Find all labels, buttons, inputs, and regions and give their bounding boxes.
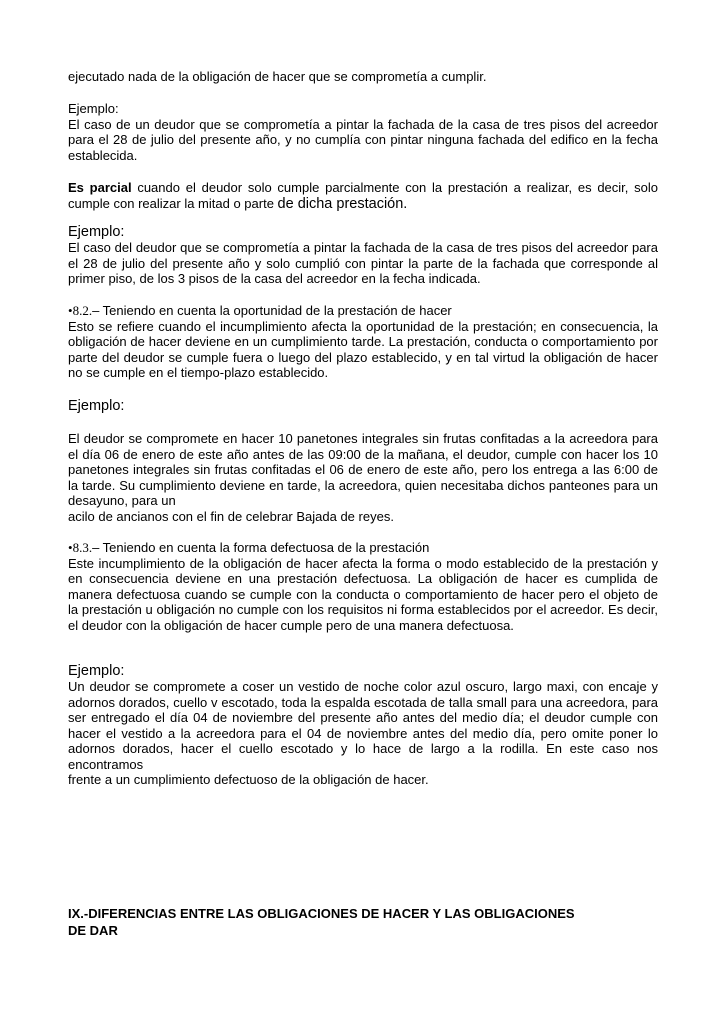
example-3: [68, 431, 658, 524]
example-3-text-end: acilo de ancianos con el fin de celebrar Bajada de reyes.: [68, 508, 394, 524]
example-3-text: El deudor se compromete en hacer 10 panetones integrales sin frutas confitadas a la acreedora para el día 06 de enero de este año antes de las 09:00 de la mañana, el deudor, cumple con hacer los 10 panetones integrales sin frutas confitadas el 06 de enero de este año, pero los entrega a las 6:00 de la tarde. Su cumplimiento deviene en tarde, la acreedora, quien necesitaba dichos panteones para un desayuno, para un: [68, 431, 658, 508]
parcial-text: cuando el deudor solo cumple parcialmente con la prestación a realizar, es decir, solo cumple con realizar la mitad o parte: [68, 180, 658, 211]
section-8-3-heading: [68, 540, 658, 556]
example-3-heading-block: [68, 398, 658, 414]
section-ix-title-line-2: DE DAR: [68, 923, 118, 938]
paragraph-continuation: [68, 69, 658, 85]
section-8-3-text: Este incumplimiento de la obligación de hacer afecta la forma o modo establecido de la prestación y en consecuencia deviene en una prestación defectuosa. La obligación de hacer es cumplida de manera defectuosa cuando se cumple con la conducta o comportamiento de hacer pero el objeto de la prestación u obligación no cumple con los requisitos ni forma establecidos por el acreedor. Es decir, el deudor con la obligación de hacer cumple pero de una manera defectuosa.: [68, 555, 658, 633]
section-8-2-title: – Teniendo en cuenta la oportunidad de la prestación de hacer: [92, 303, 452, 318]
section-8-3-number: 8.3.: [72, 540, 93, 555]
section-ix-title: [68, 905, 658, 939]
example-1-text: El caso de un deudor que se comprometía a pintar la fachada de la casa de tres pisos del acreedor para el 28 de julio del presente año, y no cumplía con pintar ninguna fachada del edifico en la fecha establecida.: [68, 116, 658, 163]
example-2-text: El caso del deudor que se comprometía a pintar la fachada de la casa de tres pisos del acreedor para el 28 de julio del presente año y solo cumplió con pintar la parte de la fachada que corresponde al primer piso, de los 3 pisos de la casa del acreedor en la fecha indicada.: [68, 240, 658, 286]
section-8-3-title: – Teniendo en cuenta la forma defectuosa de la prestación: [92, 540, 430, 555]
section-8-2-text: Esto se refiere cuando el incumplimiento afecta la oportunidad de la prestación; en consecuencia, la obligación de hacer deviene en un cumplimiento tarde. La prestación, conducta o comportamiento por parte del deudor se cumple fuera o luego del plazo establecido, y en tal virtud la obligación de hacer no se cumple en el tiempo-plazo establecido.: [68, 318, 658, 380]
example-1-heading: Ejemplo:: [68, 101, 119, 116]
section-ix-title-line-1: IX.-DIFERENCIAS ENTRE LAS OBLIGACIONES DE HACER Y LAS OBLIGACIONES: [68, 906, 575, 921]
bullet-icon: •: [68, 303, 73, 318]
section-8-2-number: 8.2.: [72, 303, 93, 318]
document-page: [68, 0, 658, 1030]
example-4: [68, 663, 658, 788]
section-8-2: [68, 303, 658, 381]
example-2: [68, 224, 658, 287]
bullet-icon: •: [68, 540, 73, 555]
parcial-tail: de dicha prestación.: [277, 195, 408, 212]
example-4-heading: Ejemplo:: [68, 663, 125, 679]
section-8-3: [68, 540, 658, 633]
example-4-text-end: frente a un cumplimiento defectuoso de la obligación de hacer.: [68, 772, 429, 787]
continuation-text: ejecutado nada de la obligación de hacer que se comprometía a cumplir.: [68, 69, 487, 84]
example-4-text: Un deudor se compromete a coser un vestido de noche color azul oscuro, largo maxi, con encaje y adornos dorados, cuello v escotado, toda la espalda escotada de talla small para una acreedora, para ser entregado el día 04 de noviembre del presente año antes del medio día; el deudor cumple con hacer el vestido a la acreedora para el 04 de noviembre antes del medio día, pero omite poner lo adornos dorados, hacer el cuello escotado y lo hace de largo a la rodilla. En este caso nos encontramos: [68, 679, 658, 772]
parcial-paragraph: [68, 180, 658, 212]
example-2-heading: Ejemplo:: [68, 224, 125, 240]
example-3-heading: Ejemplo:: [68, 398, 125, 414]
example-1: [68, 101, 658, 163]
section-8-2-heading: [68, 303, 658, 319]
parcial-term: Es parcial: [68, 180, 132, 195]
